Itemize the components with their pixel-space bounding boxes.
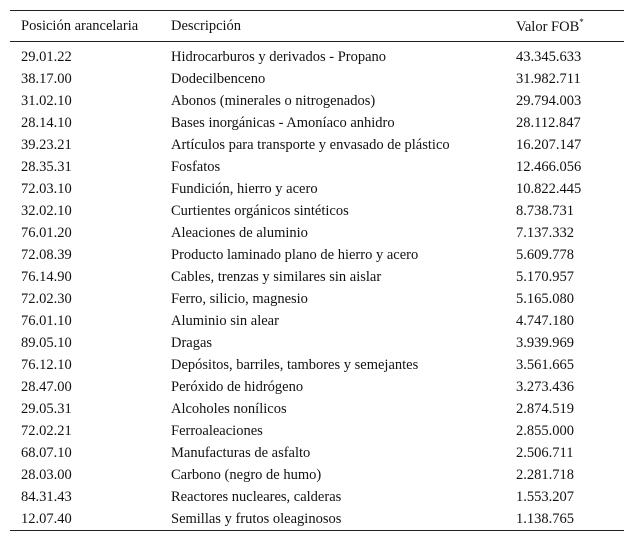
table-row xyxy=(10,398,624,420)
cell-description: Producto laminado plano de hierro y acero xyxy=(171,246,419,263)
cell-description: Semillas y frutos oleaginosos xyxy=(171,508,516,531)
cell-value: 28.112.847 xyxy=(516,114,581,131)
table-row xyxy=(10,288,624,310)
cell-value: 16.207.147 xyxy=(516,136,582,153)
table-row xyxy=(10,376,624,398)
table-row xyxy=(10,90,624,112)
cell-value: 3.273.436 xyxy=(516,378,574,395)
cell-position: 72.02.21 xyxy=(21,422,72,439)
cell-description: Reactores nucleares, calderas xyxy=(171,488,342,505)
cell-value: 31.982.711 xyxy=(516,70,581,87)
cell-position: 28.47.00 xyxy=(21,378,72,395)
table-row xyxy=(10,442,624,464)
cell-value: 29.794.003 xyxy=(516,92,582,109)
table-row xyxy=(10,68,624,90)
cell-position: 89.05.10 xyxy=(21,334,72,351)
cell-value: 1.553.207 xyxy=(516,488,574,505)
header-row xyxy=(10,11,624,42)
cell-description: Cables, trenzas y similares sin aislar xyxy=(171,268,382,285)
cell-description: Depósitos, barriles, tambores y semejantes xyxy=(171,356,419,373)
cell-value: 7.137.332 xyxy=(516,224,574,241)
cell-value: 4.747.180 xyxy=(516,312,574,329)
cell-description: Ferro, silicio, magnesio xyxy=(171,290,308,307)
table-row xyxy=(10,156,624,178)
cell-position: 84.31.43 xyxy=(21,488,72,505)
table-row xyxy=(10,332,624,354)
header-value-footnote-mark: * xyxy=(579,16,584,27)
data-table-container xyxy=(10,10,624,531)
cell-position: 72.03.10 xyxy=(21,180,72,197)
cell-value: 2.506.711 xyxy=(516,444,574,461)
cell-description: Dodecilbenceno xyxy=(171,70,266,87)
cell-description: Manufacturas de asfalto xyxy=(171,444,311,461)
table-row xyxy=(10,508,624,531)
table-row xyxy=(10,354,624,376)
cell-description: Alcoholes nonílicos xyxy=(171,400,287,417)
cell-description: Peróxido de hidrógeno xyxy=(171,378,304,395)
table-row xyxy=(10,112,624,134)
cell-position: 29.05.31 xyxy=(21,400,72,417)
cell-description: Dragas xyxy=(171,334,213,351)
cell-position: 72.02.30 xyxy=(21,290,72,307)
table-header xyxy=(10,11,624,42)
table-row xyxy=(10,464,624,486)
cell-position: 28.03.00 xyxy=(21,466,72,483)
cell-position: 31.02.10 xyxy=(21,92,72,109)
cell-value: 1.138.765 xyxy=(516,508,624,531)
table-row xyxy=(10,486,624,508)
cell-description: Aleaciones de aluminio xyxy=(171,224,308,241)
table-row xyxy=(10,222,624,244)
cell-value: 2.281.718 xyxy=(516,466,574,483)
cell-position: 76.12.10 xyxy=(21,356,72,373)
cell-position: 39.23.21 xyxy=(21,136,72,153)
cell-value: 8.738.731 xyxy=(516,202,574,219)
table-row xyxy=(10,134,624,156)
cell-description: Bases inorgánicas - Amoníaco anhidro xyxy=(171,114,395,131)
cell-description: Fosfatos xyxy=(171,158,221,175)
cell-value: 5.165.080 xyxy=(516,290,574,307)
header-value-label: Valor FOB xyxy=(516,18,580,35)
table-row xyxy=(10,266,624,288)
table-body xyxy=(10,42,624,531)
cell-position: 68.07.10 xyxy=(21,444,72,461)
cell-value: 5.170.957 xyxy=(516,268,574,285)
cell-description: Abonos (minerales o nitrogenados) xyxy=(171,92,376,109)
cell-description: Hidrocarburos y derivados - Propano xyxy=(171,48,387,65)
cell-position: 12.07.40 xyxy=(10,508,171,531)
cell-value: 5.609.778 xyxy=(516,246,574,263)
cell-value: 12.466.056 xyxy=(516,158,582,175)
header-position: Posición arancelaria xyxy=(10,11,171,42)
cell-description: Aluminio sin alear xyxy=(171,312,279,329)
cell-description: Carbono (negro de humo) xyxy=(171,466,322,483)
cell-description: Fundición, hierro y acero xyxy=(171,180,318,197)
header-value xyxy=(516,11,624,42)
table-row xyxy=(10,46,624,68)
cell-value: 3.939.969 xyxy=(516,334,574,351)
table-row xyxy=(10,420,624,442)
cell-value: 2.874.519 xyxy=(516,400,574,417)
cell-description: Ferroaleaciones xyxy=(171,422,263,439)
cell-position: 29.01.22 xyxy=(21,48,72,65)
cell-value: 3.561.665 xyxy=(516,356,574,373)
cell-position: 76.14.90 xyxy=(21,268,72,285)
cell-value: 10.822.445 xyxy=(516,180,582,197)
header-description: Descripción xyxy=(171,11,516,42)
cell-position: 28.14.10 xyxy=(21,114,72,131)
cell-position: 76.01.10 xyxy=(21,312,72,329)
table-row xyxy=(10,200,624,222)
cell-position: 32.02.10 xyxy=(21,202,72,219)
table-row xyxy=(10,244,624,266)
cell-value: 2.855.000 xyxy=(516,422,574,439)
cell-description: Curtientes orgánicos sintéticos xyxy=(171,202,349,219)
cell-position: 38.17.00 xyxy=(21,70,72,87)
table-row xyxy=(10,310,624,332)
cell-position: 76.01.20 xyxy=(21,224,72,241)
cell-position: 28.35.31 xyxy=(21,158,72,175)
cell-position: 72.08.39 xyxy=(21,246,72,263)
table-row xyxy=(10,178,624,200)
cell-description: Artículos para transporte y envasado de plástico xyxy=(171,136,450,153)
exports-table xyxy=(10,10,624,531)
cell-value: 43.345.633 xyxy=(516,48,582,65)
